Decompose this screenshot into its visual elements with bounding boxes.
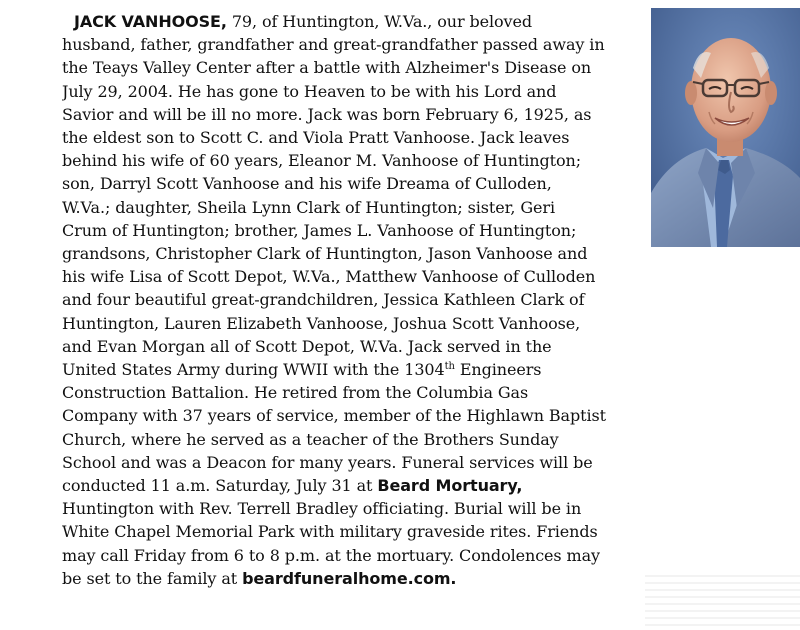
ordinal-superscript: th: [444, 361, 455, 373]
obituary-line: grandsons, Christopher Clark of Huntington, Jason Vanhoose and: [62, 244, 588, 264]
obituary-line: Crum of Huntington; brother, James L. Vanhoose of Huntington;: [62, 220, 577, 240]
funeral-home-website: beardfuneralhome.com.: [242, 568, 457, 588]
print-bleed-through: [645, 575, 800, 630]
obituary-text: [62, 10, 652, 590]
obituary-line: JACK VANHOOSE, 79, of Huntington, W.Va., our beloved: [74, 12, 532, 31]
obituary-line: Construction Battalion. He retired from the Columbia Gas: [62, 383, 529, 403]
obituary-line: Church, where he served as a teacher of the Brothers Sunday: [62, 429, 559, 449]
obituary-line: White Chapel Memorial Park with military graveside rites. Friends: [62, 522, 598, 542]
obituary-line: Huntington, Lauren Elizabeth Vanhoose, Joshua Scott Vanhoose,: [62, 313, 581, 333]
obituary-line: husband, father, grandfather and great-grandfather passed away in: [62, 35, 605, 55]
obituary-line: Huntington with Rev. Terrell Bradley officiating. Burial will be in: [62, 499, 582, 519]
obituary-line: be set to the family at beardfuneralhome.com.: [62, 568, 457, 588]
obituary-line: may call Friday from 6 to 8 p.m. at the mortuary. Condolences may: [62, 545, 600, 565]
obituary-line: W.Va.; daughter, Sheila Lynn Clark of Huntington; sister, Geri: [62, 197, 555, 217]
obituary-line: Savior and will be ill no more. Jack was born February 6, 1925, as: [62, 104, 592, 124]
decedent-name: JACK VANHOOSE,: [74, 12, 227, 31]
obituary-line: the Teays Valley Center after a battle with Alzheimer's Disease on: [62, 58, 592, 78]
obituary-line: the eldest son to Scott C. and Viola Pratt Vanhoose. Jack leaves: [62, 128, 570, 148]
funeral-home-name: Beard Mortuary,: [377, 476, 523, 496]
obituary-line: School and was a Deacon for many years. Funeral services will be: [62, 452, 593, 472]
obituary-line: conducted 11 a.m. Saturday, July 31 at Beard Mortuary,: [62, 476, 523, 496]
obituary-line: and Evan Morgan all of Scott Depot, W.Va. Jack served in the: [62, 336, 552, 356]
obituary-line: and four beautiful great-grandchildren, Jessica Kathleen Clark of: [62, 290, 585, 310]
obituary-line: behind his wife of 60 years, Eleanor M. Vanhoose of Huntington;: [62, 151, 581, 171]
obituary-line: his wife Lisa of Scott Depot, W.Va., Matthew Vanhoose of Culloden: [62, 267, 596, 287]
obituary-line: United States Army during WWII with the 1304th Engineers: [62, 360, 542, 380]
obituary-line: son, Darryl Scott Vanhoose and his wife Dreama of Culloden,: [62, 174, 552, 194]
portrait-photo: [651, 8, 800, 247]
obituary-line: July 29, 2004. He has gone to Heaven to be with his Lord and: [62, 81, 557, 101]
obituary-line: Company with 37 years of service, member of the Highlawn Baptist: [62, 406, 606, 426]
